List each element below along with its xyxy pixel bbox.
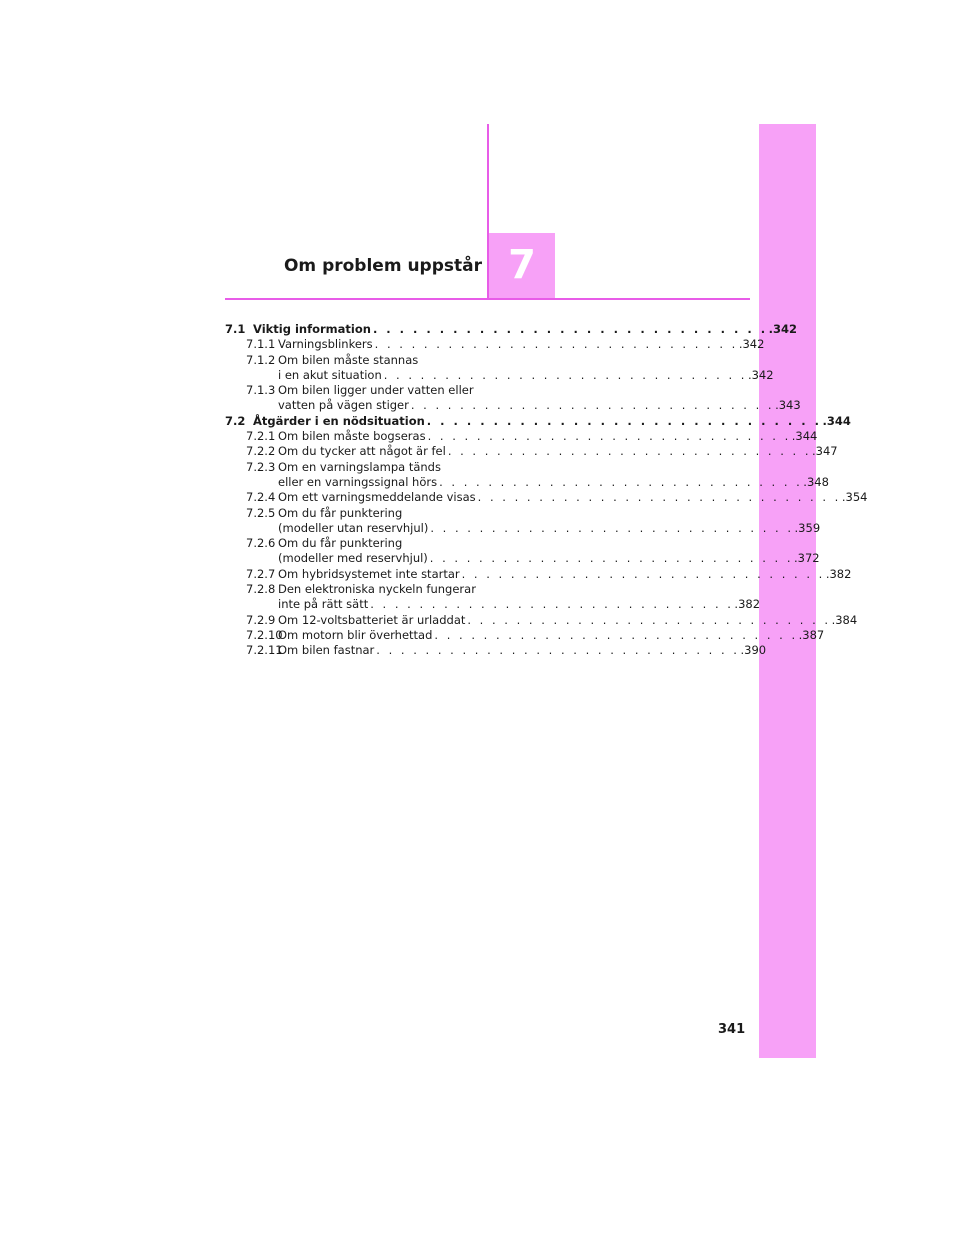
toc-dot-leader [371,322,768,337]
toc-entry-page: .382 [734,597,761,612]
toc-entry-number: 7.2.5 [246,505,276,520]
horizontal-rule [225,298,750,300]
toc-entry-page: .382 [825,566,852,581]
toc-entry[interactable] [225,627,825,643]
toc-entry[interactable] [225,459,829,491]
toc-entry-title: Om motorn blir överhettad [278,627,433,642]
toc-entry-number: 7.2.11 [246,643,283,658]
toc-dot-leader [432,628,797,643]
toc-entry-title: (modeller med reservhjul) [278,551,428,566]
toc-dot-leader [373,337,738,352]
toc-entry-page: .344 [791,429,818,444]
toc-entry-page: .347 [812,444,838,459]
toc-entry-page: .387 [798,627,825,642]
toc-entry-page: .342 [747,367,774,382]
toc-entry-title: eller en varningssignal hörs [278,474,438,489]
toc-entry-title: Om du får punktering [278,536,403,551]
toc-entry-number: 7.1 [225,322,246,336]
toc-entry-title: Om bilen måste stannas [278,352,419,367]
toc-entry[interactable] [225,566,852,582]
toc-entry-page: .354 [841,490,868,505]
toc-entry[interactable] [225,490,868,505]
toc-entry-page: .384 [831,612,858,627]
chapter-title: Om problem uppstår [283,256,482,276]
toc-dot-leader [382,368,747,383]
toc-entry[interactable] [225,383,801,414]
toc-entry-title: (modeller utan reservhjul) [278,520,429,535]
toc-dot-leader [437,475,802,490]
toc-entry-page: .372 [793,551,820,566]
toc-entry-page: .344 [822,413,851,428]
toc-entry-number: 7.2.3 [246,459,276,474]
toc-entry-title: Viktig information [253,322,371,336]
toc-entry-number: 7.1.3 [246,383,276,398]
toc-entry-title: Om ett varningsmeddelande visas [278,490,476,505]
toc-entry[interactable] [225,505,821,537]
toc-entry-title: i en akut situation [278,367,382,382]
page-number: 341 [718,1022,746,1037]
toc-entry-number: 7.2.10 [246,627,283,642]
toc-entry-page: .343 [775,398,801,413]
toc-entry-title: Varningsblinkers [278,337,373,352]
toc-dot-leader [476,490,841,505]
toc-entry-number: 7.2.4 [246,490,276,505]
toc-dot-leader [428,521,793,536]
toc-entry-title: Om en varningslampa tänds [278,459,441,474]
toc-entry[interactable] [225,643,767,658]
toc-entry[interactable] [225,429,818,444]
toc-entry-title: Om bilen måste bogseras [278,429,426,444]
toc-entry-title: Om du tycker att något är fel [278,444,446,459]
toc-entry-title: Om bilen ligger under vatten eller [278,383,474,398]
toc-entry[interactable] [225,612,858,628]
chapter-side-tab [759,124,816,1058]
toc-entry-page: .390 [740,643,767,658]
toc-entry-title: Om du får punktering [278,505,403,520]
toc-entry[interactable] [225,536,820,567]
toc-entry[interactable] [225,352,774,384]
toc-entry-number: 7.2.8 [246,582,276,597]
toc-entry[interactable] [225,582,761,613]
toc-dot-leader [446,444,811,459]
toc-entry-number: 7.2.2 [246,444,276,459]
toc-entry-title: Om 12-voltsbatteriet är urladdat [278,612,466,627]
toc-entry-page: .348 [803,474,829,489]
toc-entry-title: Om bilen fastnar [278,643,375,658]
toc-entry-number: 7.1.2 [246,352,276,367]
toc-entry[interactable] [225,444,838,459]
chapter-number: 7 [508,242,536,288]
toc-entry-title: vatten på vägen stiger [278,398,409,413]
table-of-contents [225,322,868,659]
toc-dot-leader [426,429,791,444]
toc-entry[interactable] [225,322,797,337]
toc-dot-leader [409,398,774,413]
toc-entry-number: 7.2.1 [246,429,276,444]
toc-entry-title: Den elektroniska nyckeln fungerar [278,582,476,597]
toc-entry-number: 7.2.7 [246,566,276,581]
toc-dot-leader [425,414,822,429]
toc-entry-page: .342 [738,337,765,352]
toc-entry[interactable] [225,413,851,429]
toc-entry-page: .342 [768,322,797,336]
toc-entry-number: 7.2 [225,413,246,428]
toc-dot-leader [368,597,733,612]
toc-dot-leader [460,567,825,582]
toc-entry-number: 7.2.6 [246,536,276,551]
toc-entry-number: 7.2.9 [246,612,276,627]
toc-entry-number: 7.1.1 [246,337,276,352]
toc-entry-title: Om hybridsystemet inte startar [278,566,460,581]
toc-dot-leader [428,551,793,566]
toc-dot-leader [465,613,830,628]
toc-entry-title: Åtgärder i en nödsituation [253,413,425,428]
toc-entry[interactable] [225,337,765,352]
toc-entry-title: inte på rätt sätt [278,597,369,612]
toc-dot-leader [374,643,739,658]
toc-entry-page: .359 [794,520,821,535]
